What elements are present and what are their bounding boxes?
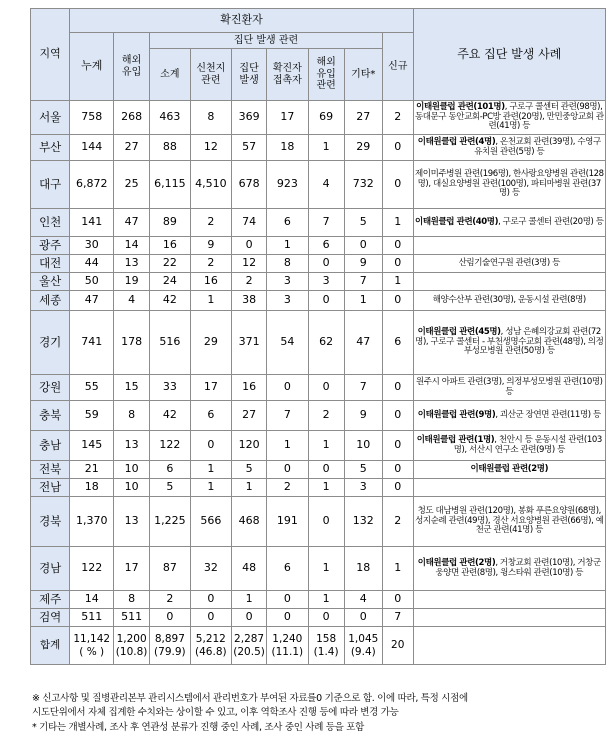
cumulative-cell: 122 <box>70 547 114 591</box>
subtotal-cell: 6,115 <box>150 161 190 209</box>
table-row <box>31 209 606 237</box>
subtotal-cell: 0 <box>150 609 190 627</box>
total-shincheonji: 5,212 (46.8) <box>190 627 232 665</box>
contact-cell: 0 <box>267 591 309 609</box>
case-text: 청도 대남병원 관련(120명), 봉화 푸른요양원(68명), 성지순례 관련(49명), 경산 서요양병원 관련(66명), 예천군 관련(41명) 등 <box>415 505 604 536</box>
total-group: 2,287 (20.5) <box>232 627 267 665</box>
footnote-line: * 기타는 개별사례, 조사 후 연관성 분류가 진행 중인 사례, 조사 중인 사례 등을 포함 <box>32 721 365 733</box>
total-new: 20 <box>382 627 413 665</box>
contact-cell: 8 <box>267 255 309 273</box>
header-cluster: 집단 발생 관련 <box>150 33 383 49</box>
other-cell: 0 <box>344 609 382 627</box>
case-description <box>413 255 605 273</box>
case-description <box>413 375 605 401</box>
case-description <box>413 547 605 591</box>
cumulative-cell: 145 <box>70 431 114 461</box>
subtotal-cell: 22 <box>150 255 190 273</box>
shincheonji-cell: 0 <box>190 431 232 461</box>
case-description <box>413 273 605 291</box>
other-cell: 27 <box>344 101 382 135</box>
table-row <box>31 255 606 273</box>
overseas-related-cell: 0 <box>308 375 344 401</box>
case-description <box>413 209 605 237</box>
overseas-cell: 13 <box>114 497 150 547</box>
total-contact: 1,240 (11.1) <box>267 627 309 665</box>
contact-cell: 2 <box>267 479 309 497</box>
footnote-line: 시도단위에서 자체 집계한 수치와는 상이할 수 있고, 이후 역학조사 진행 등에 따라 변경 가능 <box>32 707 399 719</box>
cumulative-cell: 141 <box>70 209 114 237</box>
overseas-cell: 13 <box>114 255 150 273</box>
header-region: 지역 <box>31 9 70 101</box>
new-cell: 0 <box>382 431 413 461</box>
overseas-cell: 14 <box>114 237 150 255</box>
overseas-related-cell: 69 <box>308 101 344 135</box>
table-row <box>31 431 606 461</box>
region-cell: 대구 <box>31 161 70 209</box>
overseas-related-cell: 1 <box>308 591 344 609</box>
contact-cell: 17 <box>267 101 309 135</box>
case-description <box>413 311 605 375</box>
total-subtotal: 8,897 (79.9) <box>150 627 190 665</box>
table-row <box>31 237 606 255</box>
table-row <box>31 273 606 291</box>
table-row <box>31 161 606 209</box>
overseas-related-cell: 3 <box>308 273 344 291</box>
overseas-related-cell: 4 <box>308 161 344 209</box>
cumulative-cell: 758 <box>70 101 114 135</box>
case-description <box>413 497 605 547</box>
shincheonji-cell: 2 <box>190 209 232 237</box>
shincheonji-cell: 0 <box>190 609 232 627</box>
case-text: 제이미주병원 관련(196명), 한사랑요양병원 관련(128명), 대실요양병원 관련(100명), 파티마병원 관련(37명) 등 <box>414 168 604 199</box>
other-cell: 29 <box>344 135 382 161</box>
group-cell: 57 <box>232 135 267 161</box>
region-cell: 부산 <box>31 135 70 161</box>
new-cell: 0 <box>382 255 413 273</box>
shincheonji-cell: 0 <box>190 591 232 609</box>
region-cell: 경북 <box>31 497 70 547</box>
group-cell: 5 <box>232 461 267 479</box>
overseas-cell: 47 <box>114 209 150 237</box>
case-text: , 구로구 콜센터 관련(20명) 등 <box>498 216 604 227</box>
other-cell: 732 <box>344 161 382 209</box>
cumulative-cell: 144 <box>70 135 114 161</box>
region-cell: 인천 <box>31 209 70 237</box>
subtotal-cell: 6 <box>150 461 190 479</box>
other-cell: 7 <box>344 375 382 401</box>
subtotal-cell: 87 <box>150 547 190 591</box>
table-row <box>31 547 606 591</box>
new-cell: 0 <box>382 461 413 479</box>
shincheonji-cell: 6 <box>190 401 232 431</box>
shincheonji-cell: 1 <box>190 461 232 479</box>
overseas-cell: 17 <box>114 547 150 591</box>
other-cell: 132 <box>344 497 382 547</box>
other-cell: 5 <box>344 209 382 237</box>
subtotal-cell: 42 <box>150 291 190 311</box>
subtotal-cell: 16 <box>150 237 190 255</box>
total-overseas: 1,200 (10.8) <box>114 627 150 665</box>
header-overseas: 해외 유입 <box>114 33 150 101</box>
total-row <box>31 627 606 665</box>
subtotal-cell: 516 <box>150 311 190 375</box>
group-cell: 1 <box>232 479 267 497</box>
case-text: , 천안시 등 운동시설 관련(103명), 서산시 연구소 관련(9명) 등 <box>453 434 602 455</box>
group-cell: 1 <box>232 591 267 609</box>
group-cell: 371 <box>232 311 267 375</box>
shincheonji-cell: 16 <box>190 273 232 291</box>
header-other: 기타* <box>344 49 382 101</box>
region-cell: 경기 <box>31 311 70 375</box>
case-text: , 구로구 콜센터 관련(98명), 동대문구 동안교회-PC방 관련(20명), 만민중앙교회 관련(41명) 등 <box>414 101 604 132</box>
shincheonji-cell: 9 <box>190 237 232 255</box>
header-contact: 확진자 접촉자 <box>267 49 309 101</box>
region-cell: 대전 <box>31 255 70 273</box>
total-cumulative: 11,142 ( % ) <box>70 627 114 665</box>
table-row <box>31 311 606 375</box>
new-cell: 0 <box>382 401 413 431</box>
footnote-line: ※ 신고사항 및 질병관리본부 관리시스템에서 관리번호가 부여된 자료를0 기준으로 함. 이에 따라, 특정 시점에 <box>32 693 468 704</box>
overseas-related-cell: 1 <box>308 547 344 591</box>
overseas-cell: 19 <box>114 273 150 291</box>
case-text: , 성남 은혜의강교회 관련(72명), 구로구 콜센터 - 부천생명수교회 관련(48명), 의정부성모병원 관련(50명) 등 <box>415 326 604 357</box>
cumulative-cell: 55 <box>70 375 114 401</box>
new-cell: 2 <box>382 101 413 135</box>
region-cell: 강원 <box>31 375 70 401</box>
case-highlight: 이태원클럽 관련(2명) <box>417 557 496 568</box>
total-overseas-related: 158 (1.4) <box>308 627 344 665</box>
total-region: 합계 <box>31 627 70 665</box>
new-cell: 2 <box>382 497 413 547</box>
contact-cell: 1 <box>267 237 309 255</box>
case-text: , 거창교회 관련(10명), 거창군 웅양면 관련(8명), 윙스타워 관련(10명) 등 <box>435 557 601 578</box>
total-other: 1,045 (9.4) <box>344 627 382 665</box>
contact-cell: 6 <box>267 209 309 237</box>
case-description <box>413 401 605 431</box>
case-description <box>413 237 605 255</box>
new-cell: 0 <box>382 375 413 401</box>
region-cell: 경남 <box>31 547 70 591</box>
region-cell: 세종 <box>31 291 70 311</box>
overseas-cell: 13 <box>114 431 150 461</box>
case-text: 원주시 아파트 관련(3명), 의정부성모병원 관련(10명) 등 <box>415 376 603 397</box>
case-text: 산림기술연구원 관련(3명) 등 <box>458 257 560 268</box>
subtotal-cell: 122 <box>150 431 190 461</box>
other-cell: 18 <box>344 547 382 591</box>
subtotal-cell: 2 <box>150 591 190 609</box>
subtotal-cell: 33 <box>150 375 190 401</box>
header-new: 신규 <box>382 33 413 101</box>
case-description <box>413 101 605 135</box>
cumulative-cell: 511 <box>70 609 114 627</box>
overseas-related-cell: 2 <box>308 401 344 431</box>
overseas-related-cell: 0 <box>308 461 344 479</box>
table-row <box>31 461 606 479</box>
new-cell: 1 <box>382 547 413 591</box>
contact-cell: 0 <box>267 461 309 479</box>
new-cell: 0 <box>382 135 413 161</box>
header-cases: 주요 집단 발생 사례 <box>413 9 605 101</box>
subtotal-cell: 1,225 <box>150 497 190 547</box>
overseas-related-cell: 62 <box>308 311 344 375</box>
region-cell: 전남 <box>31 479 70 497</box>
table-row <box>31 375 606 401</box>
contact-cell: 18 <box>267 135 309 161</box>
total-desc <box>413 627 605 665</box>
new-cell: 0 <box>382 161 413 209</box>
case-highlight: 이태원클럽 관련(4명) <box>417 136 496 147</box>
shincheonji-cell: 29 <box>190 311 232 375</box>
other-cell: 5 <box>344 461 382 479</box>
subtotal-cell: 24 <box>150 273 190 291</box>
overseas-related-cell: 0 <box>308 497 344 547</box>
group-cell: 38 <box>232 291 267 311</box>
shincheonji-cell: 1 <box>190 479 232 497</box>
group-cell: 12 <box>232 255 267 273</box>
cumulative-cell: 1,370 <box>70 497 114 547</box>
other-cell: 0 <box>344 237 382 255</box>
overseas-related-cell: 0 <box>308 609 344 627</box>
shincheonji-cell: 32 <box>190 547 232 591</box>
new-cell: 7 <box>382 609 413 627</box>
region-cell: 서울 <box>31 101 70 135</box>
group-cell: 0 <box>232 609 267 627</box>
case-description <box>413 135 605 161</box>
header-shincheonji: 신천지 관련 <box>190 49 232 101</box>
new-cell: 0 <box>382 591 413 609</box>
table-row <box>31 401 606 431</box>
group-cell: 120 <box>232 431 267 461</box>
new-cell: 1 <box>382 273 413 291</box>
case-text: 해양수산부 관련(30명), 운동시설 관련(8명) <box>432 294 586 305</box>
region-cell: 울산 <box>31 273 70 291</box>
contact-cell: 6 <box>267 547 309 591</box>
new-cell: 1 <box>382 209 413 237</box>
case-highlight: 이태원클럽 관련(1명) <box>416 434 495 445</box>
table-row <box>31 591 606 609</box>
case-highlight: 이태원클럽 관련(40명) <box>415 216 499 227</box>
overseas-related-cell: 6 <box>308 237 344 255</box>
other-cell: 10 <box>344 431 382 461</box>
cumulative-cell: 44 <box>70 255 114 273</box>
region-cell: 검역 <box>31 609 70 627</box>
footnotes <box>32 692 607 735</box>
group-cell: 2 <box>232 273 267 291</box>
group-cell: 0 <box>232 237 267 255</box>
table-row <box>31 291 606 311</box>
case-description <box>413 591 605 609</box>
subtotal-cell: 463 <box>150 101 190 135</box>
other-cell: 9 <box>344 401 382 431</box>
contact-cell: 7 <box>267 401 309 431</box>
other-cell: 1 <box>344 291 382 311</box>
case-description <box>413 161 605 209</box>
other-cell: 3 <box>344 479 382 497</box>
new-cell: 6 <box>382 311 413 375</box>
region-cell: 충남 <box>31 431 70 461</box>
region-cell: 전북 <box>31 461 70 479</box>
contact-cell: 923 <box>267 161 309 209</box>
cumulative-cell: 30 <box>70 237 114 255</box>
new-cell: 0 <box>382 291 413 311</box>
shincheonji-cell: 4,510 <box>190 161 232 209</box>
contact-cell: 3 <box>267 273 309 291</box>
other-cell: 7 <box>344 273 382 291</box>
subtotal-cell: 42 <box>150 401 190 431</box>
contact-cell: 0 <box>267 375 309 401</box>
group-cell: 48 <box>232 547 267 591</box>
contact-cell: 54 <box>267 311 309 375</box>
case-highlight: 이태원클럽 관련(45명) <box>417 326 501 337</box>
cumulative-cell: 47 <box>70 291 114 311</box>
group-cell: 16 <box>232 375 267 401</box>
region-cell: 충북 <box>31 401 70 431</box>
new-cell: 0 <box>382 479 413 497</box>
table-body <box>31 101 606 665</box>
cumulative-cell: 14 <box>70 591 114 609</box>
table-row <box>31 609 606 627</box>
overseas-cell: 10 <box>114 479 150 497</box>
case-highlight: 이태원클럽 관련(2명) <box>470 463 549 474</box>
group-cell: 27 <box>232 401 267 431</box>
overseas-related-cell: 0 <box>308 255 344 273</box>
contact-cell: 191 <box>267 497 309 547</box>
group-cell: 369 <box>232 101 267 135</box>
cumulative-cell: 50 <box>70 273 114 291</box>
contact-cell: 1 <box>267 431 309 461</box>
header-confirmed: 확진환자 <box>70 9 413 33</box>
table-row <box>31 135 606 161</box>
cumulative-cell: 6,872 <box>70 161 114 209</box>
overseas-related-cell: 1 <box>308 479 344 497</box>
case-description <box>413 461 605 479</box>
overseas-cell: 178 <box>114 311 150 375</box>
table-row <box>31 497 606 547</box>
case-description <box>413 479 605 497</box>
cumulative-cell: 59 <box>70 401 114 431</box>
case-description <box>413 431 605 461</box>
overseas-cell: 4 <box>114 291 150 311</box>
shincheonji-cell: 1 <box>190 291 232 311</box>
case-description <box>413 291 605 311</box>
overseas-cell: 15 <box>114 375 150 401</box>
cumulative-cell: 21 <box>70 461 114 479</box>
case-description <box>413 609 605 627</box>
new-cell: 0 <box>382 237 413 255</box>
header-subtotal: 소계 <box>150 49 190 101</box>
cumulative-cell: 741 <box>70 311 114 375</box>
group-cell: 678 <box>232 161 267 209</box>
overseas-cell: 27 <box>114 135 150 161</box>
overseas-related-cell: 7 <box>308 209 344 237</box>
overseas-cell: 25 <box>114 161 150 209</box>
case-text: , 괴산군 장연면 관련(11명) 등 <box>495 409 601 420</box>
shincheonji-cell: 12 <box>190 135 232 161</box>
shincheonji-cell: 566 <box>190 497 232 547</box>
case-highlight: 이태원클럽 관련(101명) <box>416 101 505 112</box>
cases-table <box>30 8 606 665</box>
group-cell: 74 <box>232 209 267 237</box>
subtotal-cell: 5 <box>150 479 190 497</box>
overseas-related-cell: 1 <box>308 431 344 461</box>
header-overseas-related: 해외 유입 관련 <box>308 49 344 101</box>
group-cell: 468 <box>232 497 267 547</box>
table-row <box>31 101 606 135</box>
subtotal-cell: 88 <box>150 135 190 161</box>
other-cell: 4 <box>344 591 382 609</box>
header-group: 집단 발생 <box>232 49 267 101</box>
header-cumulative: 누계 <box>70 33 114 101</box>
overseas-cell: 8 <box>114 401 150 431</box>
overseas-cell: 268 <box>114 101 150 135</box>
overseas-related-cell: 1 <box>308 135 344 161</box>
subtotal-cell: 89 <box>150 209 190 237</box>
shincheonji-cell: 2 <box>190 255 232 273</box>
overseas-cell: 511 <box>114 609 150 627</box>
overseas-cell: 10 <box>114 461 150 479</box>
case-highlight: 이태원클럽 관련(9명) <box>417 409 496 420</box>
other-cell: 47 <box>344 311 382 375</box>
region-cell: 제주 <box>31 591 70 609</box>
table-row <box>31 479 606 497</box>
contact-cell: 0 <box>267 609 309 627</box>
shincheonji-cell: 8 <box>190 101 232 135</box>
overseas-cell: 8 <box>114 591 150 609</box>
shincheonji-cell: 17 <box>190 375 232 401</box>
region-cell: 광주 <box>31 237 70 255</box>
contact-cell: 3 <box>267 291 309 311</box>
overseas-related-cell: 0 <box>308 291 344 311</box>
other-cell: 9 <box>344 255 382 273</box>
cumulative-cell: 18 <box>70 479 114 497</box>
case-text: , 온천교회 관련(39명), 수영구 유치원 관련(5명) 등 <box>474 136 601 157</box>
